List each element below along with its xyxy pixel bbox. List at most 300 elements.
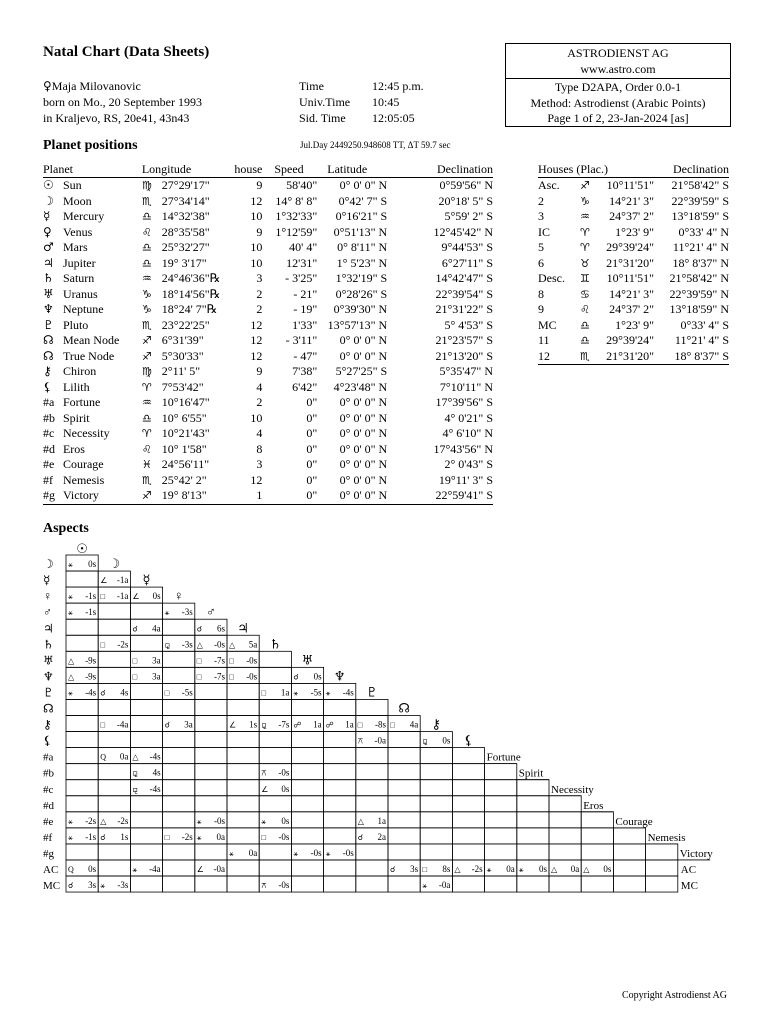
longitude: 10°16'47" <box>161 395 210 409</box>
aspect-orb: -0s <box>246 655 258 666</box>
aspect-cell <box>130 683 162 699</box>
house: 12 <box>250 348 263 363</box>
aspect-row-label: ⚷ <box>43 717 52 732</box>
aspect-orb: 0s <box>313 671 322 682</box>
speed: - 21" <box>293 286 318 301</box>
aspect-symbol: ⚼ <box>261 720 267 730</box>
planet-symbol: #c <box>43 426 55 440</box>
aspect-cell <box>613 844 645 860</box>
aspect-cell <box>130 844 162 860</box>
aspect-symbol: ☌ <box>357 832 364 842</box>
planet-name: Mean Node <box>62 333 120 347</box>
aspect-symbol: □ <box>100 640 106 650</box>
aspect-orb: 0s <box>88 864 97 874</box>
aspect-cell <box>356 796 388 812</box>
aspect-row-label: AC <box>43 864 59 876</box>
zodiac-sign-icon: ♏ <box>141 473 152 487</box>
aspect-orb: 3s <box>88 880 97 891</box>
speed: 14° 8' 8" <box>275 193 318 208</box>
aspect-symbol: □ <box>196 656 202 666</box>
aspect-symbol: Q <box>100 752 106 762</box>
house: 1 <box>220 488 262 504</box>
aspect-row-label: ♇ <box>43 685 54 700</box>
latitude: 0°39'30" N <box>333 302 388 316</box>
aspect-orb: -5s <box>310 687 322 698</box>
house-declination: 21°58'42" S <box>671 178 729 192</box>
house-header: house <box>220 160 262 178</box>
aspect-symbol: ⚼ <box>132 784 138 794</box>
aspect-orb: -0s <box>246 671 258 682</box>
aspect-cell <box>66 571 98 587</box>
aspect-diagonal-label: ♀ <box>173 588 184 604</box>
aspect-symbol: ⚻ <box>261 768 267 778</box>
aspect-cell <box>613 860 645 876</box>
aspect-cell <box>130 732 162 748</box>
aspect-symbol: △ <box>196 640 203 650</box>
house: 10 <box>250 209 263 223</box>
aspect-row-label: #b <box>43 767 54 780</box>
aspect-orb: -3s <box>181 639 193 650</box>
zodiac-sign-icon: ♎ <box>141 241 152 254</box>
aspect-cell <box>324 828 356 844</box>
aspect-row-label: #c <box>43 783 54 796</box>
zodiac-sign-icon: ♈ <box>580 225 590 239</box>
latitude: 0° 0' 0" N <box>339 333 388 347</box>
house-name: 6 <box>538 255 544 270</box>
aspect-cell <box>98 860 130 876</box>
aspect-cell <box>98 651 130 667</box>
longitude: 10° 1'58" <box>161 441 207 456</box>
declination: 20°18' 5" S <box>438 193 493 208</box>
aspect-orb: -1s <box>85 607 97 618</box>
aspect-cell <box>452 764 484 780</box>
aspect-symbol: ∠ <box>196 865 204 874</box>
aspect-cell <box>549 844 581 860</box>
aspect-diagonal-label: ⚷ <box>431 716 442 732</box>
aspect-cell <box>356 844 388 860</box>
aspect-cell <box>163 780 195 796</box>
aspect-symbol: ⚹ <box>68 608 73 618</box>
zodiac-sign-icon: ♈ <box>580 241 590 254</box>
latitude: 0° 0' 0" N <box>339 410 388 425</box>
aspect-symbol: ⚹ <box>68 832 73 842</box>
house: 2 <box>256 286 263 301</box>
aspect-cell <box>356 764 388 780</box>
aspect-cell <box>259 748 291 764</box>
aspect-symbol: ∠ <box>100 576 108 586</box>
aspect-symbol: ⚹ <box>293 688 299 698</box>
planet-symbol: ⚷ <box>43 364 52 378</box>
house-declination-header: Declination <box>654 160 729 178</box>
house: 2 <box>256 302 263 316</box>
aspect-symbol: ☌ <box>100 832 106 842</box>
declination: 2° 0'43" S <box>444 457 493 471</box>
aspect-symbol: □ <box>422 865 428 874</box>
latitude: 0° 0' 0" N <box>339 426 388 440</box>
aspect-row-label: ♅ <box>43 653 54 668</box>
aspect-orb: 3a <box>152 671 161 682</box>
aspect-symbol: ☌ <box>68 881 74 891</box>
declination: 12°45'42" N <box>433 224 493 239</box>
speed: 0" <box>306 441 318 456</box>
planet-symbol: ⚸ <box>43 379 52 394</box>
aspect-symbol: ☌ <box>293 672 299 682</box>
longitude: 18°14'56"℞ <box>161 286 221 301</box>
aspect-cell <box>517 780 549 796</box>
aspect-cell <box>98 699 130 715</box>
house: 9 <box>256 178 263 192</box>
aspect-cell <box>163 651 195 667</box>
house-declination: 22°39'59" N <box>669 286 729 301</box>
aspect-cell <box>420 780 452 796</box>
aspect-symbol: △ <box>454 865 461 874</box>
aspect-diagonal-label: Eros <box>583 799 604 812</box>
aspect-cell <box>549 796 581 812</box>
aspect-cell <box>227 732 259 748</box>
aspect-orb: -9s <box>85 655 97 666</box>
planet-name: Venus <box>62 224 93 239</box>
planet-symbol: ♃ <box>43 255 54 270</box>
aspect-diagonal-label: ♃ <box>237 620 249 636</box>
aspect-cell <box>291 812 323 828</box>
planet-header: Planet <box>43 160 142 178</box>
latitude: 13°57'13" N <box>327 317 388 332</box>
house-longitude: 14°21' 3" <box>609 286 654 301</box>
aspect-cell <box>420 844 452 860</box>
zodiac-sign-icon: ♒ <box>141 272 152 285</box>
aspect-symbol: ⚹ <box>261 816 267 826</box>
planet-symbol: ☊ <box>43 348 54 363</box>
aspect-cell <box>66 748 98 764</box>
sid-time-value: 12:05:05 <box>372 111 415 125</box>
aspect-orb: 0a <box>119 751 129 762</box>
aspect-symbol: △ <box>100 816 107 826</box>
zodiac-sign-icon: ♒ <box>141 396 152 409</box>
aspect-cell <box>195 683 227 699</box>
aspect-orb: 0s <box>152 591 161 602</box>
aspect-cell <box>66 619 98 635</box>
longitude: 19° 3'17" <box>161 255 207 270</box>
page-title: Natal Chart (Data Sheets) <box>43 44 210 60</box>
planet-name: Mars <box>62 240 88 254</box>
time-label: Time <box>299 79 324 93</box>
aspect-cell <box>66 764 98 780</box>
zodiac-sign-icon: ♌ <box>141 225 152 239</box>
latitude: 5°27'25" S <box>335 364 388 378</box>
aspect-cell <box>356 860 388 876</box>
aspect-cell <box>291 748 323 764</box>
house-name: IC <box>538 224 550 239</box>
declination: 5°59' 2" S <box>444 209 493 223</box>
aspect-cell <box>485 812 517 828</box>
house-declination: 13°18'59" S <box>671 209 729 223</box>
aspect-symbol: △ <box>583 865 590 874</box>
aspect-orb: -3s <box>117 880 129 891</box>
planet-symbol: ♇ <box>43 317 54 332</box>
aspect-row-label: ♀ <box>43 589 52 604</box>
declination: 4° 0'21" S <box>444 410 493 425</box>
house-name: 3 <box>538 209 544 223</box>
house-declination: 11°21' 4" S <box>674 333 729 347</box>
aspect-cell <box>388 764 420 780</box>
aspect-symbol: ⚹ <box>518 865 524 874</box>
aspect-cell <box>195 764 227 780</box>
aspect-orb: 4s <box>120 687 129 698</box>
aspect-cell <box>324 732 356 748</box>
aspect-cell <box>195 716 227 732</box>
longitude: 6°31'39" <box>161 333 204 347</box>
aspect-orb: 1s <box>120 831 129 842</box>
aspect-cell <box>163 748 195 764</box>
house-longitude: 14°21' 3" <box>609 193 654 208</box>
planet-name: Jupiter <box>62 255 96 270</box>
aspect-symbol: □ <box>196 672 202 682</box>
longitude: 25°42' 2" <box>161 472 207 487</box>
aspect-orb: -4a <box>149 864 161 874</box>
aspect-cell <box>581 844 613 860</box>
aspect-symbol: ∠ <box>132 592 140 602</box>
zodiac-sign-icon: ♑ <box>141 287 152 301</box>
aspect-orb: -0s <box>310 847 322 858</box>
aspect-orb: 0s <box>538 864 547 874</box>
planet-symbol: ♅ <box>43 286 54 301</box>
aspect-diagonal-label: ♇ <box>366 684 378 700</box>
zodiac-sign-icon: ♐ <box>141 349 152 363</box>
aspect-row-label: #d <box>43 799 54 812</box>
zodiac-sign-icon: ♈ <box>141 380 152 394</box>
house-declination: 13°18'59" N <box>669 302 729 316</box>
speed: 40' 4" <box>289 240 318 254</box>
aspect-orb: 3a <box>184 719 193 730</box>
aspect-orb: -0a <box>213 864 225 874</box>
speed: 1°12'59" <box>275 224 318 239</box>
aspect-orb: -4s <box>85 687 97 698</box>
aspect-orb: 0s <box>88 559 97 570</box>
aspect-symbol: ⚹ <box>293 848 299 858</box>
aspect-row-label: #a <box>43 751 54 764</box>
aspect-cell <box>195 780 227 796</box>
aspect-cell <box>517 812 549 828</box>
aspect-cell <box>613 876 645 892</box>
aspect-cell <box>324 780 356 796</box>
house-name: Desc. <box>538 271 565 285</box>
declination: 0°59'56" N <box>439 178 493 192</box>
declination: 21°13'20" S <box>435 348 493 363</box>
house-name: 9 <box>538 302 544 316</box>
house-longitude: 21°31'20" <box>606 255 654 270</box>
zodiac-sign-icon: ♒ <box>580 210 590 223</box>
aspect-diagonal-label: ♂ <box>206 604 216 620</box>
aspect-symbol: ☌ <box>100 688 106 698</box>
house: 10 <box>250 255 263 270</box>
aspect-cell <box>98 796 130 812</box>
zodiac-sign-icon: ♎ <box>141 411 152 425</box>
aspect-cell <box>517 828 549 844</box>
aspect-symbol: ⚻ <box>261 881 267 891</box>
aspect-cell <box>356 699 388 715</box>
aspect-symbol: ☍ <box>293 720 302 730</box>
house-declination: 0°33' 4" N <box>678 224 729 239</box>
aspect-cell <box>130 876 162 892</box>
speed: 1'33" <box>292 317 318 332</box>
aspect-cell <box>227 876 259 892</box>
aspect-symbol: △ <box>551 865 558 874</box>
aspect-orb: -2s <box>181 831 193 842</box>
latitude: 4°23'48" N <box>333 379 388 394</box>
declination: 22°59'41" S <box>387 488 493 504</box>
aspect-orb: -2s <box>117 815 129 826</box>
aspect-cell <box>356 748 388 764</box>
planet-name: Neptune <box>62 302 104 316</box>
aspect-symbol: ⚹ <box>100 881 106 891</box>
speed: 0" <box>306 472 318 487</box>
aspect-symbol: ⚹ <box>486 865 492 874</box>
aspect-cell <box>163 812 195 828</box>
aspect-cell <box>130 812 162 828</box>
planet-symbol: ☽ <box>43 193 54 208</box>
aspect-cell <box>227 748 259 764</box>
house-longitude: 10°11'51" <box>606 271 654 285</box>
planet-symbol: #f <box>43 472 53 487</box>
house-longitude: 24°37' 2" <box>609 209 654 223</box>
speed: 0" <box>306 426 318 440</box>
speed: - 47" <box>293 348 318 363</box>
chart-type: Type D2APA, Order 0.0-1 <box>554 80 682 94</box>
aspect-symbol: ☌ <box>196 624 203 634</box>
aspect-orb: 1a <box>313 719 322 730</box>
latitude: 0° 0' 0" N <box>339 348 388 363</box>
aspect-symbol: ⚹ <box>132 865 138 874</box>
aspect-cell <box>646 876 678 892</box>
aspect-symbol: △ <box>229 640 236 650</box>
declination: 17°39'56" S <box>435 395 493 409</box>
aspect-cell <box>259 860 291 876</box>
aspect-row-label: ☊ <box>43 701 54 716</box>
zodiac-sign-icon: ♎ <box>580 318 590 332</box>
aspect-symbol: ⚹ <box>68 816 73 826</box>
zodiac-sign-icon: ♑ <box>141 303 152 316</box>
aspect-cell <box>66 780 98 796</box>
aspect-symbol: ☍ <box>325 720 334 730</box>
aspect-cell <box>356 780 388 796</box>
planet-name: Lilith <box>62 379 90 394</box>
longitude-header: Longitude <box>142 160 221 178</box>
aspect-cell <box>227 780 259 796</box>
aspect-orb: -1s <box>85 591 97 602</box>
aspect-cell <box>291 780 323 796</box>
longitude: 10°21'43" <box>161 426 210 440</box>
aspect-orb: -2s <box>471 864 483 874</box>
aspect-cell <box>420 812 452 828</box>
aspect-cell <box>388 796 420 812</box>
aspect-cell <box>420 748 452 764</box>
aspect-orb: -1s <box>85 831 97 842</box>
zodiac-sign-icon: ♍ <box>141 365 152 378</box>
aspect-orb: -7s <box>214 655 225 666</box>
aspect-symbol: ∠ <box>261 784 269 794</box>
aspect-cell <box>163 619 195 635</box>
zodiac-sign-icon: ♑ <box>580 194 590 208</box>
aspect-cell <box>291 796 323 812</box>
univ-time-label: Univ.Time <box>299 95 351 109</box>
aspect-cell <box>388 780 420 796</box>
house: 12 <box>250 333 263 347</box>
person-name: Maja Milovanovic <box>51 79 141 93</box>
planet-symbol: ☉ <box>43 178 54 192</box>
aspect-orb: 0s <box>281 783 290 794</box>
longitude: 27°29'17" <box>161 178 210 192</box>
aspect-cell <box>388 876 420 892</box>
aspect-row-label: MC <box>43 880 61 893</box>
aspect-cell <box>259 796 291 812</box>
aspect-cell <box>324 860 356 876</box>
aspect-orb: -3s <box>181 607 193 618</box>
aspect-cell <box>517 796 549 812</box>
aspect-diagonal-label: ♅ <box>301 652 314 668</box>
planet-name: Sun <box>62 178 82 192</box>
aspect-diagonal-label: ☽ <box>108 556 121 572</box>
aspect-diagonal-label: MC <box>680 880 698 893</box>
zodiac-sign-icon: ♏ <box>141 318 152 332</box>
aspect-cell <box>485 828 517 844</box>
house-longitude: 29°39'24" <box>606 333 654 347</box>
house-longitude: 10°11'51" <box>606 178 654 192</box>
aspect-symbol: ☌ <box>132 624 138 634</box>
aspect-symbol: ☌ <box>390 865 396 874</box>
aspect-cell <box>291 764 323 780</box>
house: 12 <box>250 472 263 487</box>
latitude: 0° 0' 0" N <box>339 178 388 192</box>
aspect-cell <box>259 651 291 667</box>
latitude: 0°28'26" S <box>335 286 388 301</box>
zodiac-sign-icon: ♐ <box>142 488 162 504</box>
longitude: 27°34'14" <box>161 193 210 208</box>
planet-symbol: #b <box>43 410 55 425</box>
house: 3 <box>256 457 263 471</box>
house-name: Asc. <box>538 178 560 192</box>
aspect-cell <box>420 828 452 844</box>
house: 9 <box>256 364 263 378</box>
aspect-cell <box>485 780 517 796</box>
aspect-cell <box>227 764 259 780</box>
julian-day: Jul.Day 2449250.948608 TT, ΔT 59.7 sec <box>300 140 451 150</box>
aspect-cell <box>66 796 98 812</box>
aspect-cell <box>130 828 162 844</box>
aspect-orb: -2s <box>117 639 129 650</box>
latitude: 0° 0' 0" N <box>339 457 388 471</box>
declination: 21°23'57" S <box>435 333 493 347</box>
aspect-cell <box>163 876 195 892</box>
zodiac-sign-icon: ♐ <box>141 334 152 347</box>
speed: - 3'11" <box>285 333 318 347</box>
aspect-cell <box>259 699 291 715</box>
aspect-cell <box>259 667 291 683</box>
aspect-symbol: ☌ <box>164 720 170 730</box>
time-value: 12:45 p.m. <box>372 79 424 93</box>
aspect-cell <box>130 699 162 715</box>
zodiac-sign-icon: ♏ <box>141 194 152 208</box>
aspect-cell <box>227 812 259 828</box>
latitude: 0° 0' 0" N <box>339 395 388 409</box>
house-name: 8 <box>538 286 544 301</box>
aspect-row-label: ♆ <box>43 669 54 684</box>
aspect-cell <box>452 812 484 828</box>
speed: 0" <box>306 410 318 425</box>
house-longitude: 1°23' 9" <box>615 224 654 239</box>
aspect-cell <box>420 796 452 812</box>
page-info: Page 1 of 2, 23-Jan-2024 [as] <box>547 111 689 125</box>
declination: 4° 6'10" N <box>442 426 493 440</box>
